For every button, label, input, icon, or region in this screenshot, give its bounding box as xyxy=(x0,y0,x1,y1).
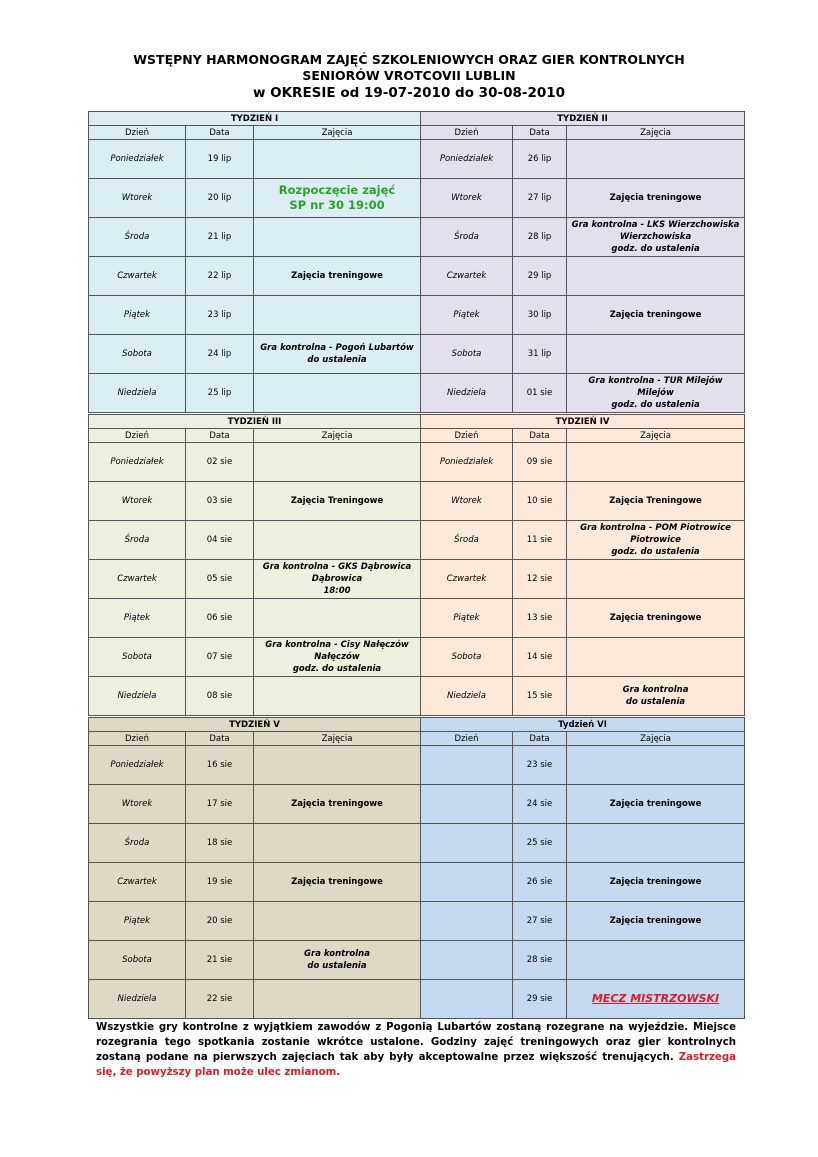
date-cell: 27 sie xyxy=(513,902,567,941)
day-cell xyxy=(421,785,513,824)
date-cell: 29 lip xyxy=(513,257,567,296)
activity-cell xyxy=(254,902,421,941)
activity-cell: Zajęcia Treningowe xyxy=(567,482,745,521)
footer-text: Wszystkie gry kontrolne z wyjątkiem zawodów z Pogonią Lubartów zostaną rozegrane na wyjeździe. Miejsce rozegrania tego spotkania zostanie wkrótce ustalone. Godziny zajęć treningowych oraz gier kontrolnych zostaną podane na pierwszych zajęciach tak aby były akceptowalne przez większość trenujących. xyxy=(96,1022,736,1063)
activity-cell xyxy=(254,824,421,863)
day-cell xyxy=(421,980,513,1019)
date-cell: 10 sie xyxy=(513,482,567,521)
day-cell: Piątek xyxy=(89,599,186,638)
footer-warning: Zastrzega się, że powyższy plan może ulec zmianom. xyxy=(96,1052,737,1078)
activity-cell xyxy=(254,374,421,413)
day-cell: Sobota xyxy=(89,638,186,677)
activity-cell xyxy=(254,296,421,335)
column-header-day: Dzień xyxy=(421,732,513,746)
day-cell: Czwartek xyxy=(89,257,186,296)
day-cell xyxy=(421,824,513,863)
table-row xyxy=(89,140,745,179)
activity-cell: Gra kontrolna - TUR Milejów Milejów godz. do ustalenia xyxy=(567,374,745,413)
day-cell: Wtorek xyxy=(89,179,186,218)
footer-note xyxy=(96,1020,736,1080)
day-cell: Sobota xyxy=(421,335,513,374)
day-cell: Niedziela xyxy=(421,374,513,413)
table-row xyxy=(89,179,745,218)
activity-cell: Zajęcia treningowe xyxy=(254,863,421,902)
activity-cell xyxy=(254,746,421,785)
day-cell: Poniedziałek xyxy=(421,140,513,179)
column-header-activity: Zajęcia xyxy=(567,732,745,746)
activity-cell: Zajęcia treningowe xyxy=(567,179,745,218)
day-cell: Niedziela xyxy=(89,980,186,1019)
day-cell: Niedziela xyxy=(89,374,186,413)
activity-cell xyxy=(567,824,745,863)
day-cell: Poniedziałek xyxy=(89,443,186,482)
column-header-date: Data xyxy=(513,429,567,443)
column-header-day: Dzień xyxy=(89,126,186,140)
table-row xyxy=(89,335,745,374)
date-cell: 13 sie xyxy=(513,599,567,638)
column-header-date: Data xyxy=(186,126,254,140)
day-cell xyxy=(421,941,513,980)
date-cell: 16 sie xyxy=(186,746,254,785)
day-cell: Czwartek xyxy=(421,560,513,599)
column-header-activity: Zajęcia xyxy=(254,126,421,140)
table-row xyxy=(89,863,745,902)
activity-cell: Zajęcia treningowe xyxy=(567,296,745,335)
week-label: TYDZIEŃ IV xyxy=(421,415,745,429)
table-row xyxy=(89,218,745,257)
date-cell: 17 sie xyxy=(186,785,254,824)
table-row xyxy=(89,257,745,296)
day-cell: Czwartek xyxy=(421,257,513,296)
activity-cell xyxy=(254,599,421,638)
activity-cell xyxy=(567,560,745,599)
title-line-3: w OKRESIE od 19-07-2010 do 30-08-2010 xyxy=(252,85,566,101)
activity-cell xyxy=(254,443,421,482)
activity-cell xyxy=(254,980,421,1019)
activity-cell: Gra kontrolna - Cisy Nałęczów Nałęczów godz. do ustalenia xyxy=(254,638,421,677)
activity-cell: Gra kontrolna - POM Piotrowice Piotrowice godz. do ustalenia xyxy=(567,521,745,560)
activity-cell: Gra kontrolna - LKS Wierzchowiska Wierzchowiska godz. do ustalenia xyxy=(567,218,745,257)
column-header-date: Data xyxy=(513,126,567,140)
title-line-1: WSTĘPNY HARMONOGRAM ZAJĘĆ SZKOLENIOWYCH ORAZ GIER KONTROLNYCH xyxy=(133,52,685,67)
activity-cell: Rozpoczęcie zajęć SP nr 30 19:00 xyxy=(254,179,421,218)
date-cell: 01 sie xyxy=(513,374,567,413)
column-header-activity: Zajęcia xyxy=(254,732,421,746)
date-cell: 11 sie xyxy=(513,521,567,560)
date-cell: 22 sie xyxy=(186,980,254,1019)
day-cell xyxy=(421,863,513,902)
day-cell: Czwartek xyxy=(89,863,186,902)
day-cell: Poniedziałek xyxy=(421,443,513,482)
date-cell: 20 lip xyxy=(186,179,254,218)
table-row xyxy=(89,296,745,335)
column-header-date: Data xyxy=(186,429,254,443)
activity-cell: Zajęcia treningowe xyxy=(567,863,745,902)
date-cell: 18 sie xyxy=(186,824,254,863)
date-cell: 12 sie xyxy=(513,560,567,599)
column-header-day: Dzień xyxy=(89,429,186,443)
table-row xyxy=(89,902,745,941)
activity-cell: Gra kontrolna do ustalenia xyxy=(567,677,745,716)
week-table-3 xyxy=(88,717,745,1019)
date-cell: 24 lip xyxy=(186,335,254,374)
date-cell: 05 sie xyxy=(186,560,254,599)
day-cell: Niedziela xyxy=(421,677,513,716)
day-cell: Poniedziałek xyxy=(89,140,186,179)
day-cell: Wtorek xyxy=(89,785,186,824)
week-label: TYDZIEŃ III xyxy=(89,415,421,429)
activity-cell xyxy=(254,218,421,257)
table-row xyxy=(89,677,745,716)
date-cell: 19 lip xyxy=(186,140,254,179)
date-cell: 26 lip xyxy=(513,140,567,179)
day-cell: Piątek xyxy=(89,902,186,941)
day-cell xyxy=(421,746,513,785)
activity-cell: Zajęcia treningowe xyxy=(567,902,745,941)
table-row xyxy=(89,638,745,677)
column-header-activity: Zajęcia xyxy=(567,126,745,140)
date-cell: 23 lip xyxy=(186,296,254,335)
week-label: Tydzień VI xyxy=(421,718,745,732)
day-cell: Piątek xyxy=(421,599,513,638)
date-cell: 23 sie xyxy=(513,746,567,785)
date-cell: 22 lip xyxy=(186,257,254,296)
day-cell: Wtorek xyxy=(421,482,513,521)
day-cell: Sobota xyxy=(89,941,186,980)
day-cell: Środa xyxy=(89,824,186,863)
date-cell: 06 sie xyxy=(186,599,254,638)
activity-cell: Gra kontrolna do ustalenia xyxy=(254,941,421,980)
date-cell: 15 sie xyxy=(513,677,567,716)
day-cell: Środa xyxy=(421,218,513,257)
activity-cell xyxy=(254,140,421,179)
date-cell: 07 sie xyxy=(186,638,254,677)
week-label: TYDZIEŃ V xyxy=(89,718,421,732)
date-cell: 04 sie xyxy=(186,521,254,560)
activity-cell: Zajęcia treningowe xyxy=(254,785,421,824)
activity-cell: Zajęcia treningowe xyxy=(567,785,745,824)
activity-cell xyxy=(567,140,745,179)
date-cell: 03 sie xyxy=(186,482,254,521)
activity-cell xyxy=(567,638,745,677)
day-cell: Wtorek xyxy=(89,482,186,521)
date-cell: 19 sie xyxy=(186,863,254,902)
activity-cell: Zajęcia treningowe xyxy=(254,257,421,296)
day-cell: Środa xyxy=(89,218,186,257)
day-cell: Sobota xyxy=(89,335,186,374)
activity-cell xyxy=(567,257,745,296)
date-cell: 14 sie xyxy=(513,638,567,677)
week-table-1 xyxy=(88,111,745,413)
day-cell: Piątek xyxy=(89,296,186,335)
document-title xyxy=(0,52,818,103)
column-header-date: Data xyxy=(513,732,567,746)
table-row xyxy=(89,521,745,560)
date-cell: 20 sie xyxy=(186,902,254,941)
activity-cell: Zajęcia Treningowe xyxy=(254,482,421,521)
date-cell: 25 lip xyxy=(186,374,254,413)
table-row xyxy=(89,785,745,824)
column-header-day: Dzień xyxy=(89,732,186,746)
date-cell: 31 lip xyxy=(513,335,567,374)
activity-cell xyxy=(567,941,745,980)
table-row xyxy=(89,482,745,521)
week-label: TYDZIEŃ II xyxy=(421,112,745,126)
date-cell: 21 sie xyxy=(186,941,254,980)
date-cell: 09 sie xyxy=(513,443,567,482)
column-header-activity: Zajęcia xyxy=(567,429,745,443)
activity-cell: Zajęcia treningowe xyxy=(567,599,745,638)
date-cell: 29 sie xyxy=(513,980,567,1019)
date-cell: 02 sie xyxy=(186,443,254,482)
date-cell: 27 lip xyxy=(513,179,567,218)
date-cell: 21 lip xyxy=(186,218,254,257)
activity-cell: MECZ MISTRZOWSKI xyxy=(567,980,745,1019)
date-cell: 24 sie xyxy=(513,785,567,824)
date-cell: 30 lip xyxy=(513,296,567,335)
date-cell: 28 sie xyxy=(513,941,567,980)
activity-cell: Gra kontrolna - GKS Dąbrowica Dąbrowica 18:00 xyxy=(254,560,421,599)
date-cell: 26 sie xyxy=(513,863,567,902)
table-row xyxy=(89,599,745,638)
day-cell: Sobota xyxy=(421,638,513,677)
day-cell: Środa xyxy=(89,521,186,560)
column-header-day: Dzień xyxy=(421,429,513,443)
column-header-activity: Zajęcia xyxy=(254,429,421,443)
activity-cell xyxy=(567,746,745,785)
day-cell: Niedziela xyxy=(89,677,186,716)
activity-cell xyxy=(567,335,745,374)
week-label: TYDZIEŃ I xyxy=(89,112,421,126)
date-cell: 28 lip xyxy=(513,218,567,257)
date-cell: 25 sie xyxy=(513,824,567,863)
table-row xyxy=(89,560,745,599)
table-row xyxy=(89,746,745,785)
day-cell: Piątek xyxy=(421,296,513,335)
table-row xyxy=(89,443,745,482)
column-header-date: Data xyxy=(186,732,254,746)
column-header-day: Dzień xyxy=(421,126,513,140)
day-cell: Czwartek xyxy=(89,560,186,599)
table-row xyxy=(89,941,745,980)
activity-cell: Gra kontrolna - Pogoń Lubartów do ustalenia xyxy=(254,335,421,374)
day-cell: Środa xyxy=(421,521,513,560)
table-row xyxy=(89,374,745,413)
activity-cell xyxy=(254,521,421,560)
table-row xyxy=(89,980,745,1019)
day-cell: Wtorek xyxy=(421,179,513,218)
table-row xyxy=(89,824,745,863)
activity-cell xyxy=(254,677,421,716)
activity-cell xyxy=(567,443,745,482)
week-table-2 xyxy=(88,414,745,716)
date-cell: 08 sie xyxy=(186,677,254,716)
day-cell xyxy=(421,902,513,941)
title-line-2: SENIORÓW VROTCOVII LUBLIN xyxy=(302,68,516,83)
day-cell: Poniedziałek xyxy=(89,746,186,785)
